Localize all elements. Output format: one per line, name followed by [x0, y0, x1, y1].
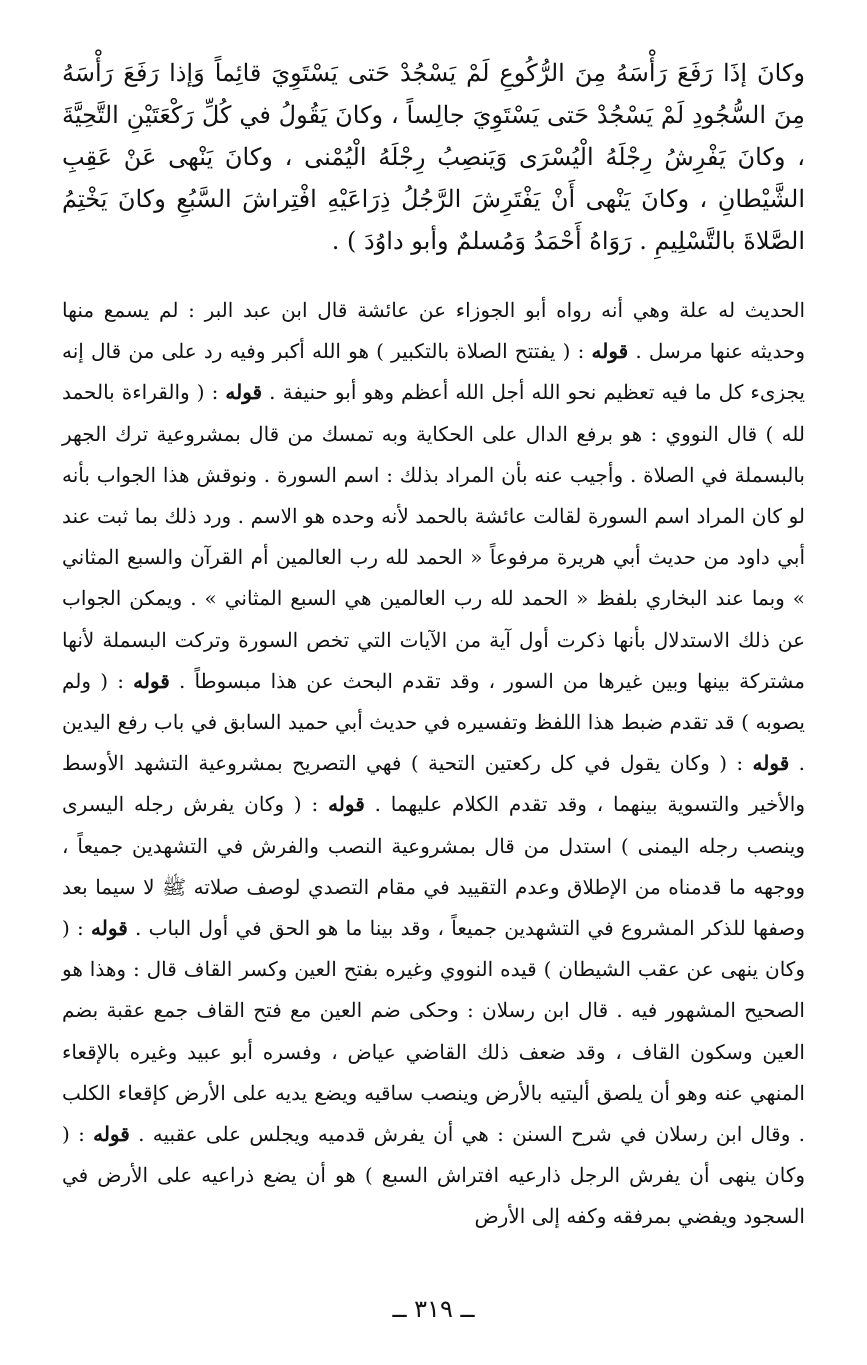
commentary-text: : ( وكان يفرش رجله اليسرى وينصب رجله اليمنى ) استدل من قال بمشروعية النصب والفرش في التشهدين جميعاً ، ووجهه ما قدمناه من الإطلاق وعدم التقييد في مقام التصدي لوصف صلاته ﷺ لا سيما بعد وصفها للذكر المشروع في التشهدين جميعاً ، وقد بينا ما هو الحق في أول الباب . [62, 792, 805, 941]
commentary-text: : ( وكان ينهى أن يفرش الرجل ذارعيه افتراش السبع ) هو أن يضع ذراعيه على الأرض في السجود ويفضي بمرفقه وكفه إلى الأرض [62, 1122, 805, 1229]
qawluhu-marker: قوله [591, 339, 629, 364]
page-body [62, 52, 805, 1325]
commentary-text: الحديث له علة وهي أنه رواه أبو الجوزاء عن عائشة قال ابن عبد البر : لم يسمع منها وحديثه عنها مرسل . [62, 298, 805, 364]
commentary-text: : ( يفتتح الصلاة بالتكبير ) هو الله أكبر وفيه رد على من قال إنه يجزىء كل ما فيه تعظيم نحو الله أجل الله أعظم وهو أبو حنيفة . [62, 339, 805, 405]
qawluhu-marker: قوله [328, 792, 365, 817]
hadith-text: وكانَ إذَا رَفَعَ رَأْسَهُ مِنَ الرُّكُوعِ لَمْ يَسْجُدْ حَتى يَسْتَوِيَ قائِماً وَإذا رَفَعَ رَأْسَهُ مِنَ السُّجُودِ لَمْ يَسْجُدْ حَتى يَسْتَوِيَ جالِساً ، وكانَ يَقُولُ في كُلِّ رَكْعَتَيْنِ التَّحِيَّةَ ، وكانَ يَفْرِشُ رِجْلَهُ الْيُسْرَى وَيَنصِبُ رِجْلَهُ الْيُمْنى ، وكانَ يَنْهى عَنْ عَقِبِ الشَّيْطانِ ، وكانَ يَنْهى أَنْ يَفْتَرِشَ الرَّجُلُ ذِرَاعَيْهِ افْتِراشَ السَّبُعِ وكانَ يَخْتِمُ الصَّلاةَ بالتَّسْلِيمِ . رَوَاهُ أَحْمَدُ وَمُسلمٌ وأبو داوُدَ ) . [62, 59, 805, 255]
qawluhu-marker: قوله [752, 751, 790, 776]
qawluhu-marker: قوله [133, 668, 170, 693]
commentary-text: : ( وكان يقول في كل ركعتين التحية ) فهي التصريح بمشروعية التشهد الأوسط والأخير والتسوية بينهما ، وقد تقدم الكلام عليهما . [62, 751, 805, 817]
qawluhu-marker: قوله [225, 380, 263, 405]
commentary-paragraph [62, 290, 805, 1238]
commentary [62, 290, 805, 1238]
page-number: ــ ٣١٩ ــ [392, 1295, 475, 1323]
qawluhu-marker: قوله [93, 1122, 130, 1147]
commentary-text: : ( وكان ينهى عن عقب الشيطان ) قيده النووي وغيره بفتح العين وكسر القاف قال : وهذا هو الصحيح المشهور فيه . قال ابن رسلان : وحكى ضم العين مع فتح القاف جمع عقبة بضم العين وسكون القاف ، وقد ضعف ذلك القاضي عياض ، وفسره أبو عبيد وغيره بالإقعاء المنهي عنه وهو أن يلصق أليتيه بالأرض وينصب ساقيه ويضع يديه على الأرض كإقعاء الكلب . وقال ابن رسلان في شرح السنن : هي أن يفرش قدميه ويجلس على عقبيه . [62, 916, 805, 1147]
commentary-text: : ( ولم يصوبه ) قد تقدم ضبط هذا اللفظ وتفسيره في حديث أبي حميد السابق في باب رفع اليدين . [62, 668, 806, 776]
commentary-text: : ( والقراءة بالحمد لله ) قال النووي : هو برفع الدال على الحكاية وبه تمسك من قال بمشروعية ترك الجهر بالبسملة في الصلاة . وأجيب عنه بأن المراد بذلك : اسم السورة . ونوقش هذا الجواب بأنه لو كان المراد اسم السورة لقالت عائشة بالحمد لأنه وحده هو الاسم . ورد ذلك بما ثبت عند أبي داود من حديث أبي هريرة مرفوعاً « الحمد لله رب العالمين أم القرآن والسبع المثاني » وبما عند البخاري بلفظ « الحمد لله رب العالمين هي السبع المثاني » . ويمكن الجواب عن ذلك الاستدلال بأنها ذكرت أول آية من الآيات التي تخص السورة وتركت البسملة لأنها مشتركة بينها وبين غيرها من السور ، وقد تقدم البحث عن هذا مبسوطاً . [62, 380, 805, 693]
qawluhu-marker: قوله [91, 916, 128, 941]
